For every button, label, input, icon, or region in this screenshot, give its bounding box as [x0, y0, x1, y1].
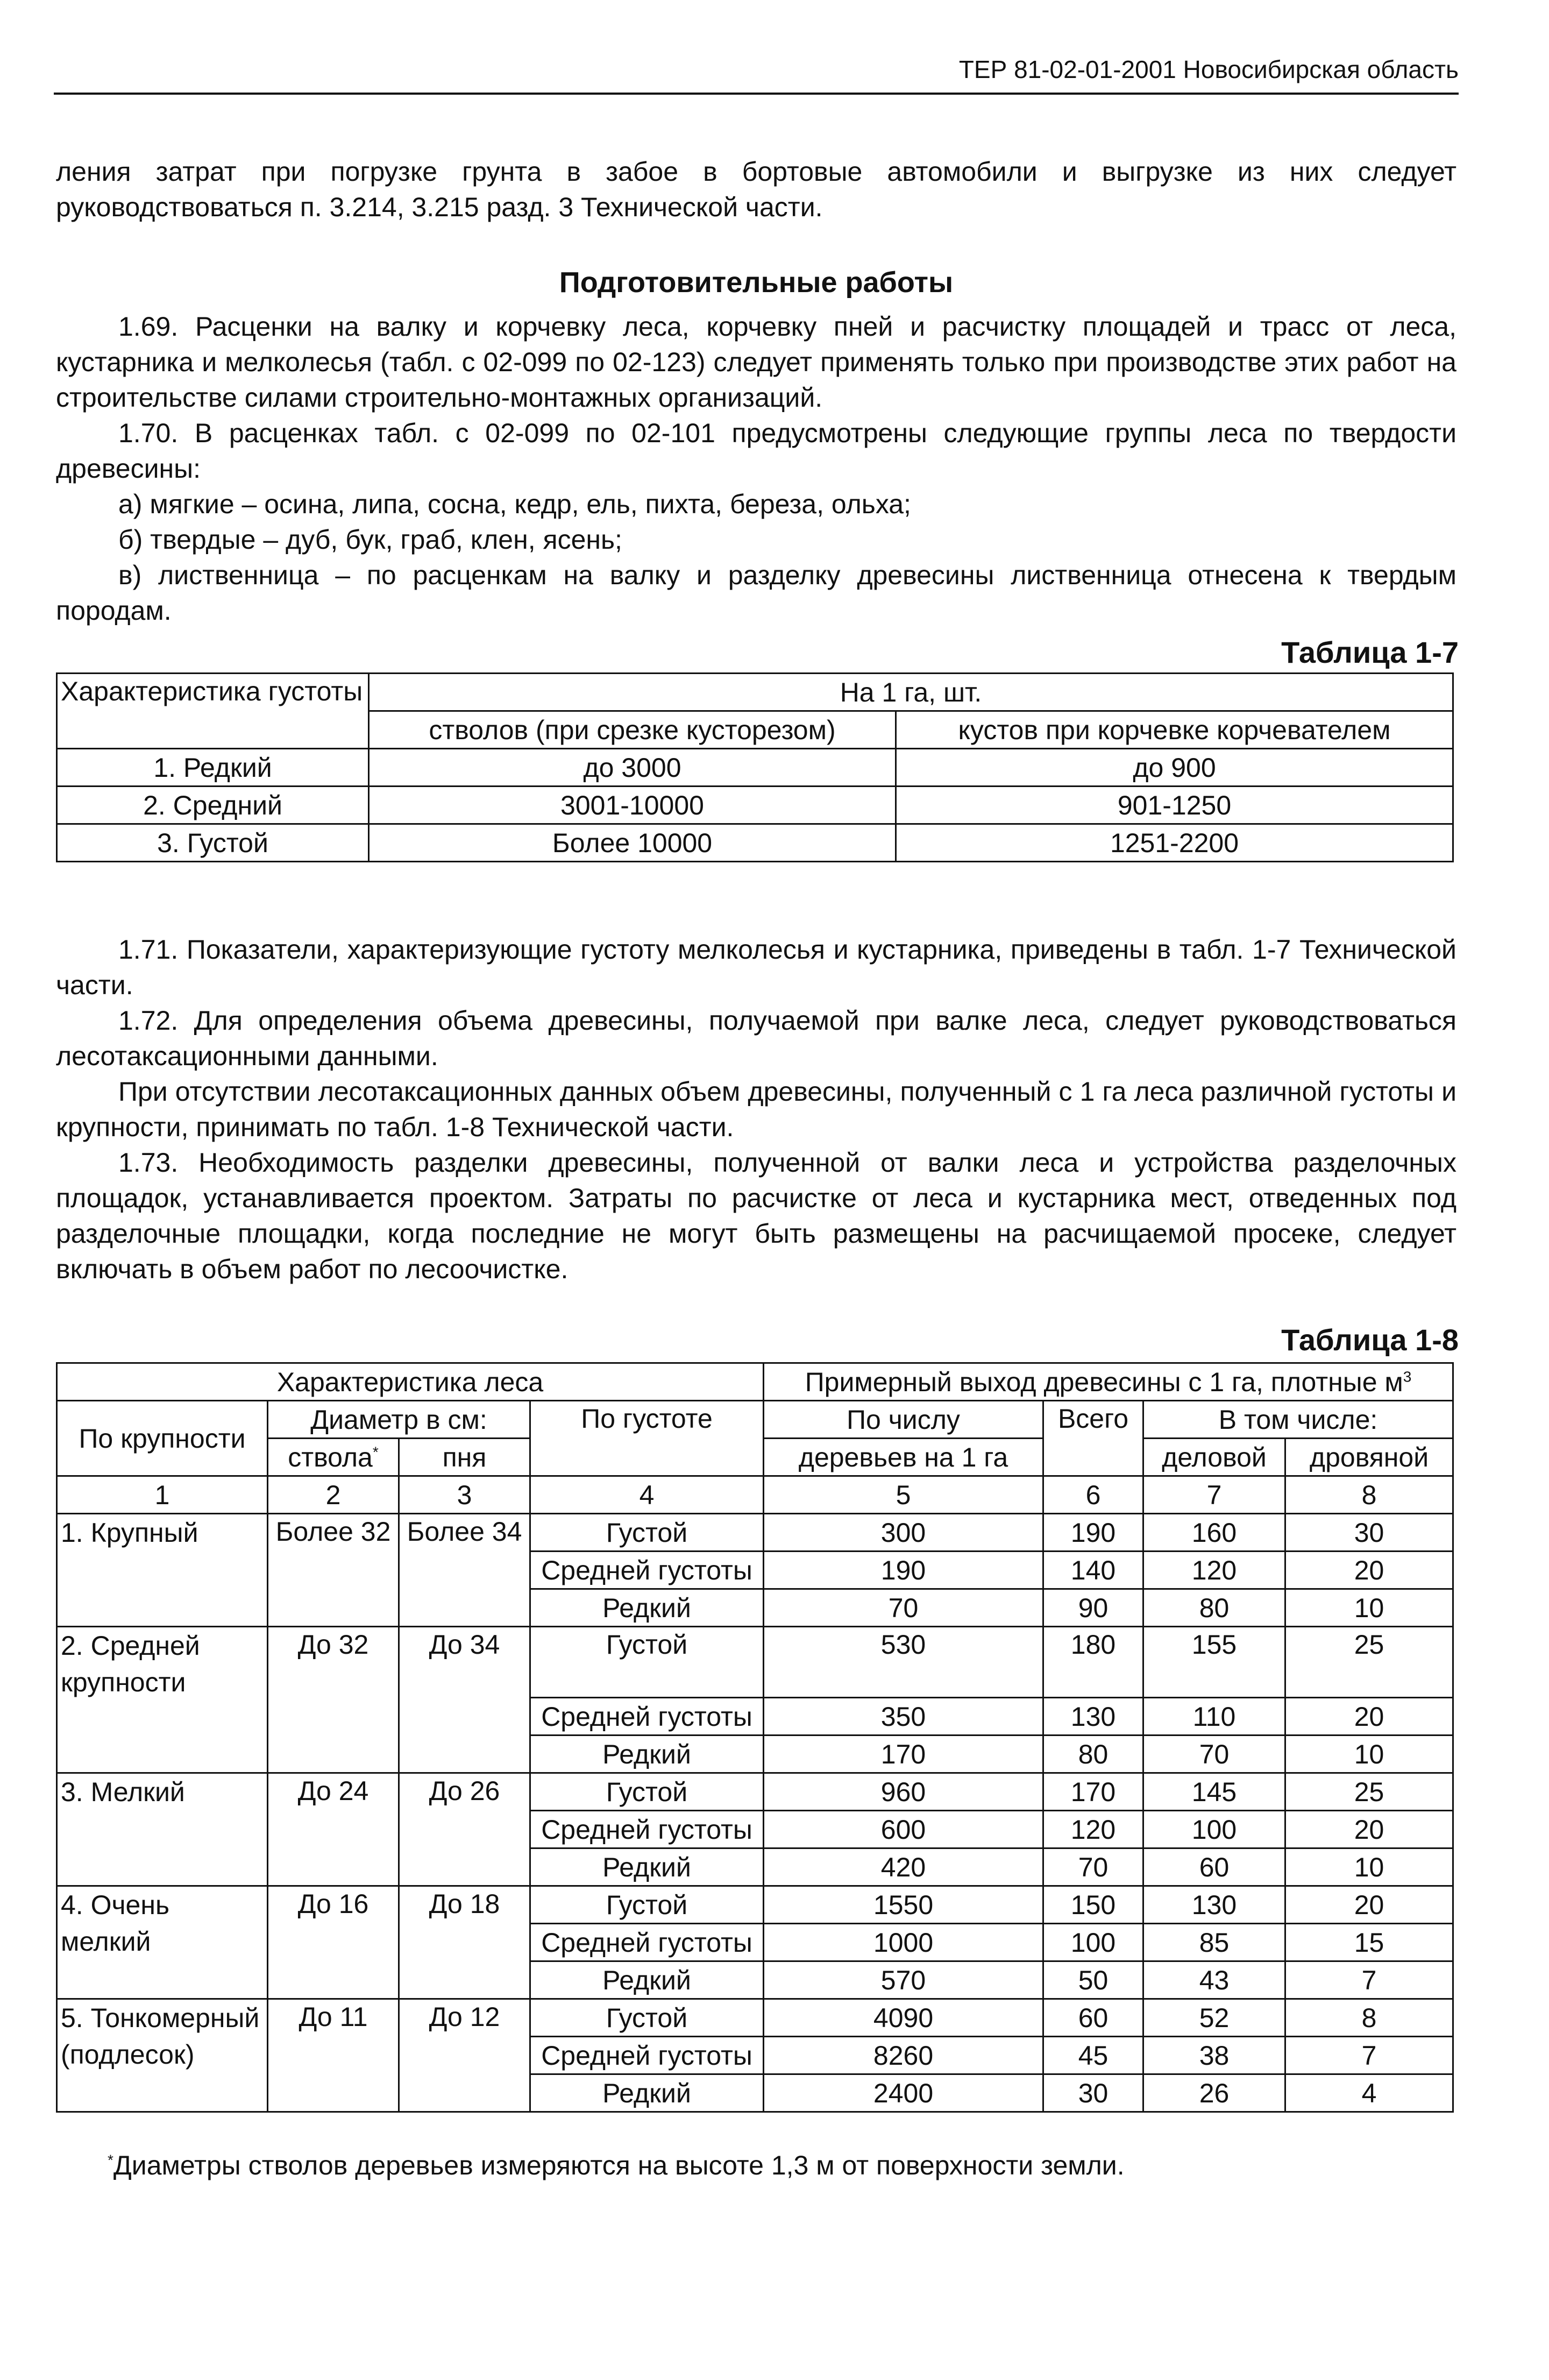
intro-text — [56, 154, 1456, 225]
column-number: 4 — [530, 1476, 764, 1514]
table-1-8-caption: Таблица 1-8 — [1281, 1323, 1459, 1357]
trunk-diameter: До 16 — [268, 1886, 399, 1999]
paragraph-1-71: 1.71. Показатели, характеризующие густоту мелколесья и кустарника, приведены в табл. 1-7 Технической части. — [56, 934, 1456, 1000]
total-yield: 130 — [1043, 1698, 1143, 1736]
tree-count: 530 — [764, 1627, 1043, 1698]
size-group: 1. Крупный — [57, 1514, 268, 1627]
stump-diameter: До 18 — [399, 1886, 530, 1999]
fuel-yield: 4 — [1285, 2074, 1453, 2112]
business-yield: 85 — [1143, 1924, 1285, 1961]
column-number: 1 — [57, 1476, 268, 1514]
total-yield: 45 — [1043, 2037, 1143, 2074]
total-yield: 120 — [1043, 1811, 1143, 1848]
trunks-value: до 3000 — [369, 749, 896, 787]
header-including: В том числе: — [1143, 1401, 1453, 1439]
tree-count: 300 — [764, 1514, 1043, 1552]
header-bushes: кустов при корчевке корчевателем — [896, 711, 1453, 749]
fuel-yield: 10 — [1285, 1848, 1453, 1886]
density-value: Густой — [530, 1886, 764, 1924]
trunk-diameter: До 24 — [268, 1773, 399, 1886]
size-group: 4. Очень мелкий — [57, 1886, 268, 1999]
column-number: 7 — [1143, 1476, 1285, 1514]
fuel-yield: 25 — [1285, 1773, 1453, 1811]
density-name: 2. Средний — [57, 787, 369, 824]
fuel-yield: 10 — [1285, 1736, 1453, 1773]
trunk-diameter: Более 32 — [268, 1514, 399, 1627]
density-value: Редкий — [530, 1589, 764, 1627]
paragraph-1-69: 1.69. Расценки на валку и корчевку леса, корчевку пней и расчистку площадей и трасс от леса, кустарника и мелколесья (табл. с 02-099 по 02-123) следует применять только при производстве этих работ на строительстве силами строительно-монтажных организаций. — [56, 311, 1456, 413]
business-yield: 130 — [1143, 1886, 1285, 1924]
stump-diameter: Более 34 — [399, 1514, 530, 1627]
table-1-8 — [56, 1362, 1454, 2113]
stump-diameter: До 34 — [399, 1627, 530, 1773]
header-forest-characteristic: Характеристика леса — [57, 1363, 764, 1401]
total-yield: 60 — [1043, 1999, 1143, 2037]
stump-diameter: До 12 — [399, 1999, 530, 2112]
column-number: 6 — [1043, 1476, 1143, 1514]
tree-count: 190 — [764, 1552, 1043, 1589]
business-yield: 80 — [1143, 1589, 1285, 1627]
size-group: 3. Мелкий — [57, 1773, 268, 1886]
tree-count: 960 — [764, 1773, 1043, 1811]
business-yield: 70 — [1143, 1736, 1285, 1773]
tree-count: 1000 — [764, 1924, 1043, 1961]
notes-text — [56, 932, 1456, 1287]
tree-count: 1550 — [764, 1886, 1043, 1924]
section-heading: Подготовительные работы — [559, 266, 954, 299]
header-size: По крупности — [57, 1401, 268, 1476]
bushes-value: 901-1250 — [896, 787, 1453, 824]
density-value: Густой — [530, 1773, 764, 1811]
business-yield: 38 — [1143, 2037, 1285, 2074]
paragraph-1-72: 1.72. Для определения объема древесины, получаемой при валке леса, следует руководствоваться лесотаксационными данными. — [56, 1005, 1456, 1071]
column-number: 3 — [399, 1476, 530, 1514]
table-row — [57, 1886, 1453, 1924]
fuel-yield: 15 — [1285, 1924, 1453, 1961]
table-row — [57, 749, 1453, 787]
fuel-yield: 7 — [1285, 2037, 1453, 2074]
total-yield: 70 — [1043, 1848, 1143, 1886]
business-yield: 100 — [1143, 1811, 1285, 1848]
page-header — [54, 49, 1459, 95]
table-row — [57, 1514, 1453, 1552]
density-value: Средней густоты — [530, 1924, 764, 1961]
tree-count: 2400 — [764, 2074, 1043, 2112]
total-yield: 80 — [1043, 1736, 1143, 1773]
density-value: Средней густоты — [530, 2037, 764, 2074]
paragraph-no-data: При отсутствии лесотаксационных данных объем древесины, полученный с 1 га леса различной густоты и крупности, принимать по табл. 1-8 Технической части. — [56, 1076, 1456, 1142]
header-stump: пня — [399, 1439, 530, 1476]
business-yield: 60 — [1143, 1848, 1285, 1886]
fuel-yield: 25 — [1285, 1627, 1453, 1698]
business-yield: 43 — [1143, 1961, 1285, 1999]
size-group: 2. Средней крупности — [57, 1627, 268, 1773]
footnote-mark: * — [108, 2151, 113, 2169]
bushes-value: 1251-2200 — [896, 824, 1453, 862]
tree-count: 70 — [764, 1589, 1043, 1627]
business-yield: 110 — [1143, 1698, 1285, 1736]
tree-count: 350 — [764, 1698, 1043, 1736]
total-yield: 150 — [1043, 1886, 1143, 1924]
density-value: Редкий — [530, 1736, 764, 1773]
paragraph-1-73: 1.73. Необходимость разделки древесины, полученной от валки леса и устройства разделочных площадок, устанавливается проектом. Затраты по расчистке от леса и кустарника мест, отведенных под разделочные площадки, когда последние не могут быть размещены на расчищаемой просеке, следует включать в объем работ по лесоочистке. — [56, 1148, 1456, 1284]
column-number: 8 — [1285, 1476, 1453, 1514]
density-value: Густой — [530, 1999, 764, 2037]
header-count: По числу — [764, 1401, 1043, 1439]
header-diameter: Диаметр в см: — [268, 1401, 530, 1439]
density-value: Средней густоты — [530, 1811, 764, 1848]
list-item-c: в) лиственница – по расценкам на валку и разделку древесины лиственница отнесена к твердым породам. — [56, 560, 1456, 626]
table-row — [57, 1999, 1453, 2037]
density-value: Густой — [530, 1627, 764, 1698]
fuel-yield: 8 — [1285, 1999, 1453, 2037]
header-total: Всего — [1043, 1401, 1143, 1476]
total-yield: 180 — [1043, 1627, 1143, 1698]
table-1-7-caption: Таблица 1-7 — [1281, 635, 1459, 669]
tree-count: 420 — [764, 1848, 1043, 1886]
fuel-yield: 7 — [1285, 1961, 1453, 1999]
stump-diameter: До 26 — [399, 1773, 530, 1886]
footnote-text: Диаметры стволов деревьев измеряются на высоте 1,3 м от поверхности земли. — [113, 2150, 1125, 2180]
total-yield: 100 — [1043, 1924, 1143, 1961]
density-value: Редкий — [530, 2074, 764, 2112]
total-yield: 30 — [1043, 2074, 1143, 2112]
size-group: 5. Тонкомерный (подлесок) — [57, 1999, 268, 2112]
density-value: Густой — [530, 1514, 764, 1552]
table-1-7 — [56, 672, 1454, 862]
column-number: 2 — [268, 1476, 399, 1514]
table-row — [57, 1773, 1453, 1811]
list-item-b: б) твердые – дуб, бук, граб, клен, ясень; — [118, 525, 622, 555]
header-fuel: дровяной — [1285, 1439, 1453, 1476]
header-per-hectare: На 1 га, шт. — [369, 674, 1453, 711]
table-row — [57, 1627, 1453, 1698]
table-row — [57, 787, 1453, 824]
business-yield: 26 — [1143, 2074, 1285, 2112]
table-row — [57, 824, 1453, 862]
total-yield: 170 — [1043, 1773, 1143, 1811]
density-value: Редкий — [530, 1961, 764, 1999]
bushes-value: до 900 — [896, 749, 1453, 787]
trunk-diameter: До 32 — [268, 1627, 399, 1773]
tree-count: 600 — [764, 1811, 1043, 1848]
header-trees-per-ha: деревьев на 1 га — [764, 1439, 1043, 1476]
header-density: По густоте — [530, 1401, 764, 1476]
tree-count: 4090 — [764, 1999, 1043, 2037]
fuel-yield: 20 — [1285, 1698, 1453, 1736]
business-yield: 52 — [1143, 1999, 1285, 2037]
column-numbers-row — [57, 1476, 1453, 1514]
density-value: Средней густоты — [530, 1552, 764, 1589]
trunk-diameter: До 11 — [268, 1999, 399, 2112]
total-yield: 90 — [1043, 1589, 1143, 1627]
fuel-yield: 20 — [1285, 1552, 1453, 1589]
trunks-value: 3001-10000 — [369, 787, 896, 824]
tree-count: 8260 — [764, 2037, 1043, 2074]
density-name: 1. Редкий — [57, 749, 369, 787]
header-wood-yield: Примерный выход древесины с 1 га, плотные $м^3$ — [764, 1363, 1453, 1401]
tree-count: 570 — [764, 1961, 1043, 1999]
total-yield: 190 — [1043, 1514, 1143, 1552]
density-value: Редкий — [530, 1848, 764, 1886]
fuel-yield: 20 — [1285, 1811, 1453, 1848]
total-yield: 50 — [1043, 1961, 1143, 1999]
fuel-yield: 20 — [1285, 1886, 1453, 1924]
tree-count: 170 — [764, 1736, 1043, 1773]
table-footnote — [108, 2150, 1125, 2181]
list-item-a: а) мягкие – осина, липа, сосна, кедр, ель, пихта, береза, ольха; — [118, 489, 911, 519]
business-yield: 155 — [1143, 1627, 1285, 1698]
preparatory-text — [56, 309, 1456, 628]
paragraph: ления затрат при погрузке грунта в забое в бортовые автомобили и выгрузке из них следует руководствоваться п. 3.214, 3.215 разд. 3 Технической части. — [56, 157, 1456, 222]
header-business: деловой — [1143, 1439, 1285, 1476]
density-value: Средней густоты — [530, 1698, 764, 1736]
fuel-yield: 10 — [1285, 1589, 1453, 1627]
total-yield: 140 — [1043, 1552, 1143, 1589]
business-yield: 120 — [1143, 1552, 1285, 1589]
header-trunk: ствола* — [268, 1439, 399, 1476]
fuel-yield: 30 — [1285, 1514, 1453, 1552]
header-density-characteristic: Характеристика густоты — [57, 674, 369, 749]
business-yield: 145 — [1143, 1773, 1285, 1811]
paragraph-1-70: 1.70. В расценках табл. с 02-099 по 02-101 предусмотрены следующие группы леса по твердости древесины: — [56, 418, 1456, 484]
business-yield: 160 — [1143, 1514, 1285, 1552]
document-title: ТЕР 81-02-01-2001 Новосибирская область — [958, 55, 1459, 83]
trunks-value: Более 10000 — [369, 824, 896, 862]
density-name: 3. Густой — [57, 824, 369, 862]
column-number: 5 — [764, 1476, 1043, 1514]
header-trunks: стволов (при срезке кусторезом) — [369, 711, 896, 749]
